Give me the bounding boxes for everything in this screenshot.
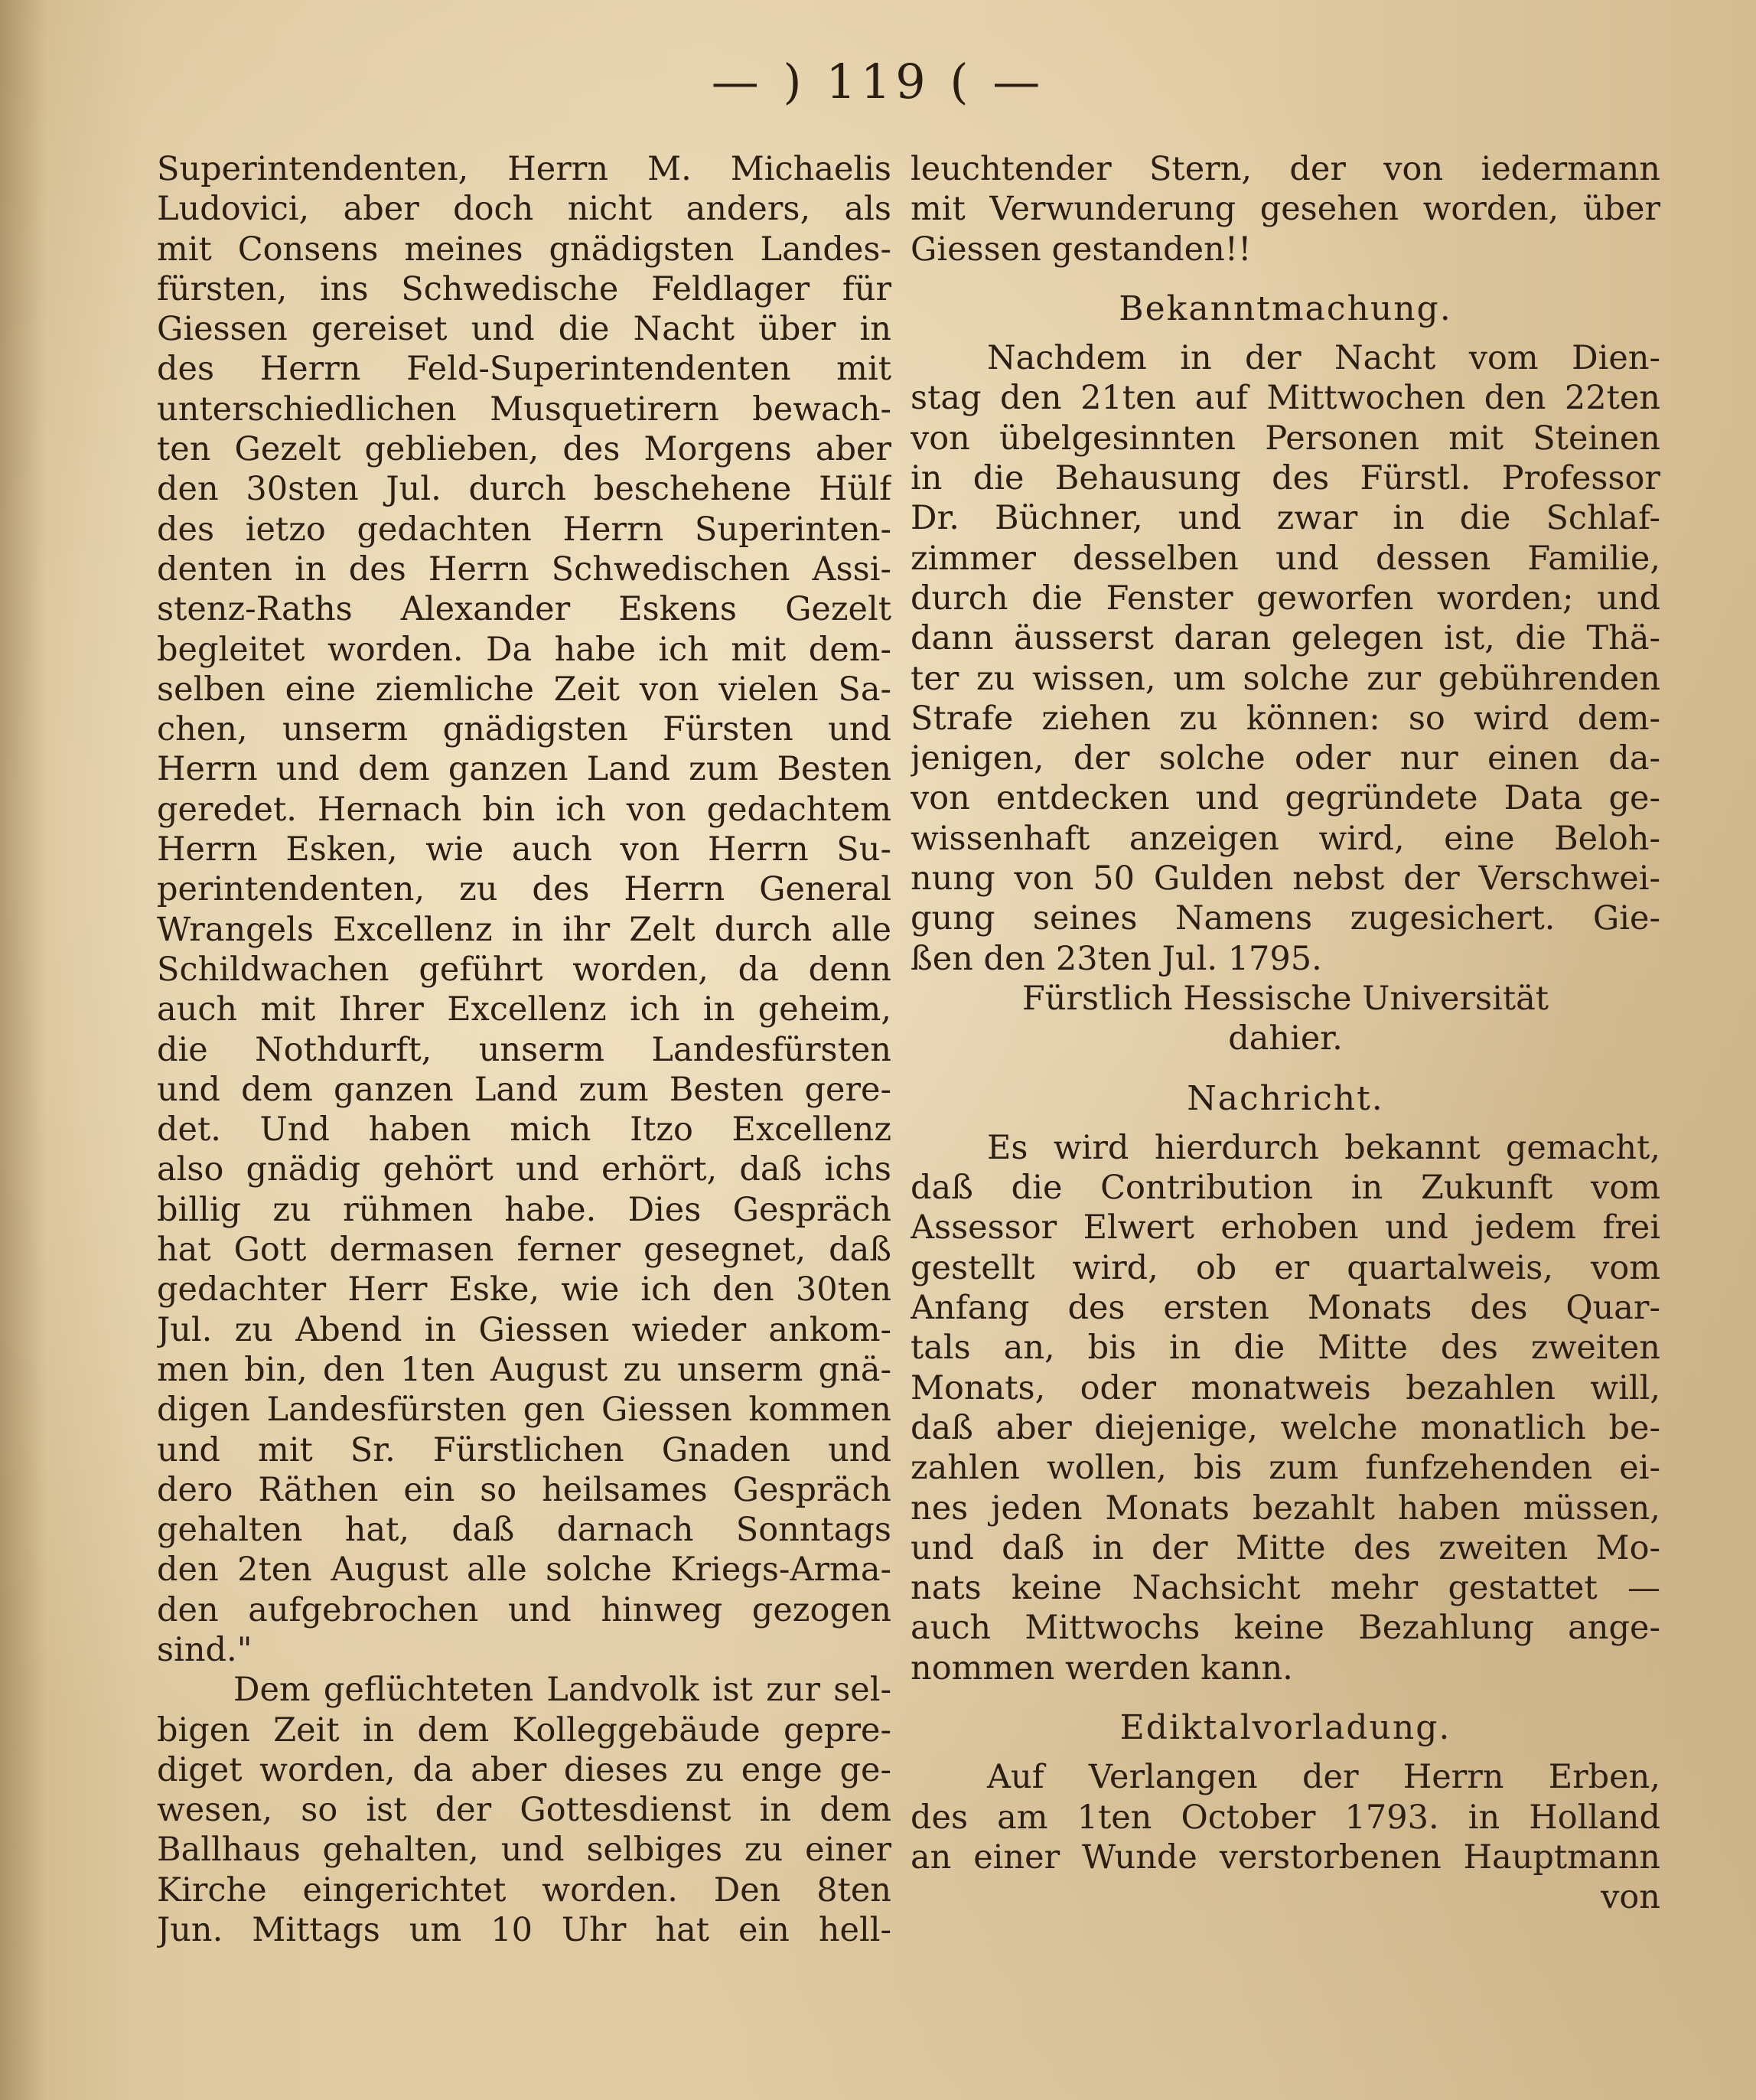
right-column [911, 149, 1660, 1917]
left-line: Kirche eingerichtet worden. Den 8ten [157, 1870, 891, 1909]
left-line: diget worden, da aber dieses zu enge ge- [157, 1750, 891, 1789]
left-line: unterschiedlichen Musquetirern bewach- [157, 390, 891, 429]
notice-line: von entdecken und gegründete Data ge- [911, 779, 1660, 818]
left-line: also gnädig gehört und erhört, daß ichs [157, 1150, 891, 1189]
left-line: begleitet worden. Da habe ich mit dem- [157, 630, 891, 669]
notice-line: von übelgesinnten Personen mit Steinen [911, 419, 1660, 458]
nachricht-line: nats keine Nachsicht mehr gestattet — [911, 1569, 1660, 1608]
left-line: Dem geflüchteten Landvolk ist zur sel- [233, 1671, 891, 1710]
nachricht-line: nommen werden kann. [911, 1648, 1293, 1688]
left-line: det. Und haben mich Itzo Excellenz [157, 1110, 891, 1149]
notice-line: wissenhaft anzeigen wird, eine Beloh- [911, 819, 1660, 858]
page-header: — ) 119 ( — [711, 54, 1045, 109]
nachricht-line: Anfang des ersten Monats des Quar- [911, 1289, 1660, 1328]
vorladung-line: an einer Wunde verstorbenen Hauptmann [911, 1838, 1660, 1877]
left-line: ten Gezelt geblieben, des Morgens aber [157, 430, 891, 469]
left-line: hat Gott dermasen ferner gesegnet, daß [157, 1231, 891, 1270]
left-line: selben eine ziemliche Zeit von vielen Sa- [157, 670, 891, 709]
notice-line: jenigen, der solche oder nur einen da- [911, 739, 1660, 778]
right-intro-line: Giessen gestanden!! [911, 230, 1252, 269]
left-line: billig zu rühmen habe. Dies Gespräch [157, 1190, 891, 1229]
left-line: und mit Sr. Fürstlichen Gnaden und [157, 1430, 891, 1469]
left-line: Jul. zu Abend in Giessen wieder ankom- [157, 1310, 891, 1349]
notice-signature: Fürstlich Hessische Universität [1021, 979, 1549, 1018]
right-intro-line: leuchtender Stern, der von iedermann [911, 150, 1660, 188]
left-line: fürsten, ins Schwedische Feldlager für [157, 269, 891, 308]
left-line: den aufgebrochen und hinweg gezogen [157, 1590, 891, 1629]
notice-signature: dahier. [1228, 1019, 1343, 1058]
left-line: mit Consens meines gnädigsten Landes- [157, 230, 891, 269]
section-heading-ediktalvorladung: Ediktalvorladung. [1119, 1707, 1451, 1747]
left-line: des Herrn Feld-Superintendenten mit [157, 350, 891, 389]
catchword: von [1601, 1878, 1660, 1917]
notice-line: Strafe ziehen zu können: so wird dem- [911, 699, 1660, 738]
nachricht-line: zahlen wollen, bis zum funfzehenden ei- [911, 1449, 1660, 1488]
notice-line: ßen den 23ten Jul. 1795. [911, 939, 1322, 978]
left-column [157, 149, 891, 1950]
notice-line: durch die Fenster geworfen worden; und [911, 579, 1660, 618]
notice-line: Nachdem in der Nacht vom Dien- [987, 339, 1660, 378]
nachricht-line: und daß in der Mitte des zweiten Mo- [911, 1528, 1660, 1567]
nachricht-line: gestellt wird, ob er quartalweis, vom [911, 1248, 1660, 1287]
page-edge-shadow [0, 0, 46, 2100]
notice-line: gung seines Namens zugesichert. Gie- [911, 899, 1660, 938]
left-line: geredet. Hernach bin ich von gedachtem [157, 790, 891, 829]
notice-line: in die Behausung des Fürstl. Professor [911, 459, 1660, 498]
left-line: bigen Zeit in dem Kolleggebäude gepre- [157, 1710, 891, 1749]
left-line: perintendenten, zu des Herrn General [157, 870, 891, 909]
left-line: Wrangels Excellenz in ihr Zelt durch alle [157, 910, 891, 949]
notice-line: Dr. Büchner, und zwar in die Schlaf- [911, 499, 1660, 538]
left-line: gehalten hat, daß darnach Sonntags [157, 1511, 891, 1550]
left-line: men bin, den 1ten August zu unserm gnä- [157, 1350, 891, 1389]
left-line: stenz-Raths Alexander Eskens Gezelt [157, 590, 891, 629]
left-line: sind." [157, 1630, 252, 1669]
left-line: den 2ten August alle solche Kriegs-Arma- [157, 1551, 891, 1590]
left-line: Jun. Mittags um 10 Uhr hat ein hell- [157, 1911, 891, 1950]
notice-line: ter zu wissen, um solche zur gebührenden [911, 659, 1660, 698]
left-line: Superintendenten, Herrn M. Michaelis [157, 150, 891, 188]
left-line: gedachter Herr Eske, wie ich den 30ten [157, 1270, 891, 1309]
notice-line: zimmer desselben und dessen Familie, [911, 539, 1660, 578]
notice-line: dann äusserst daran gelegen ist, die Thä- [911, 619, 1660, 658]
left-line: und dem ganzen Land zum Besten gere- [157, 1070, 891, 1109]
nachricht-line: tals an, bis in die Mitte des zweiten [911, 1329, 1660, 1368]
left-line: Ludovici, aber doch nicht anders, als [157, 190, 891, 229]
left-line: chen, unserm gnädigsten Fürsten und [157, 710, 891, 749]
nachricht-line: Assessor Elwert erhoben und jedem frei [911, 1208, 1660, 1247]
nachricht-line: auch Mittwochs keine Bezahlung ange- [911, 1609, 1660, 1648]
left-line: Ballhaus gehalten, und selbiges zu einer [157, 1831, 891, 1870]
section-heading-bekanntmachung: Bekanntmachung. [1119, 289, 1452, 328]
notice-line: stag den 21ten auf Mittwochen den 22ten [911, 379, 1660, 418]
left-line: Schildwachen geführt worden, da denn [157, 950, 891, 989]
notice-line: nung von 50 Gulden nebst der Verschwei- [911, 859, 1660, 898]
nachricht-line: Monats, oder monatweis bezahlen will, [911, 1368, 1660, 1407]
left-line: Giessen gereiset und die Nacht über in [157, 310, 891, 349]
nachricht-line: daß aber diejenige, welche monatlich be- [911, 1408, 1660, 1447]
nachricht-line: nes jeden Monats bezahlt haben müssen, [911, 1489, 1660, 1528]
nachricht-line: Es wird hierdurch bekannt gemacht, [987, 1128, 1660, 1167]
left-line: den 30sten Jul. durch beschehene Hülf [157, 470, 891, 509]
left-line: Herrn Esken, wie auch von Herrn Su- [157, 830, 891, 869]
vorladung-line: des am 1ten October 1793. in Holland [911, 1798, 1660, 1837]
nachricht-line: daß die Contribution in Zukunft vom [911, 1169, 1660, 1208]
left-line: des ietzo gedachten Herrn Superinten- [157, 510, 891, 549]
left-line: auch mit Ihrer Excellenz ich in geheim, [157, 990, 891, 1029]
section-heading-nachricht: Nachricht. [1187, 1078, 1384, 1118]
left-line: die Nothdurft, unserm Landesfürsten [157, 1030, 891, 1069]
left-line: Herrn und dem ganzen Land zum Besten [157, 750, 891, 789]
left-line: dero Räthen ein so heilsames Gespräch [157, 1470, 891, 1509]
left-line: wesen, so ist der Gottesdienst in dem [157, 1791, 891, 1830]
left-line: denten in des Herrn Schwedischen Assi- [157, 549, 891, 589]
left-line: digen Landesfürsten gen Giessen kommen [157, 1391, 891, 1430]
right-intro-line: mit Verwunderung gesehen worden, über [911, 190, 1660, 229]
vorladung-line: Auf Verlangen der Herrn Erben, [987, 1758, 1660, 1797]
